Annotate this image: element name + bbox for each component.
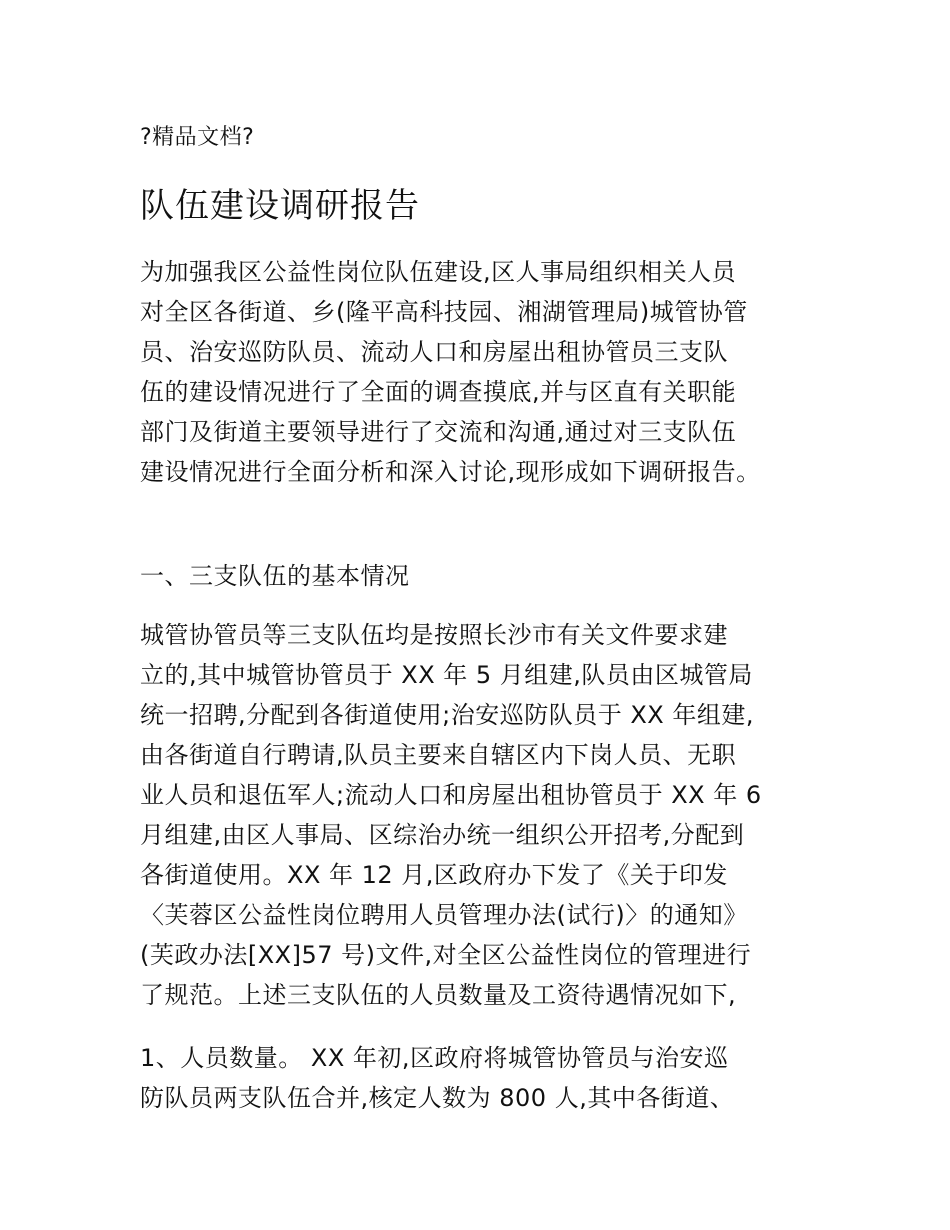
paragraph-line: 伍的建设情况进行了全面的调查摸底,并与区直有关职能 [140, 378, 737, 406]
section-heading: 一、三支队伍的基本情况 [140, 562, 410, 590]
paragraph-line: 为加强我区公益性岗位队伍建设,区人事局组织相关人员 [140, 258, 737, 286]
paragraph-line: 由各街道自行聘请,队员主要来自辖区内下岗人员、无职 [140, 741, 737, 769]
document-title: 队伍建设调研报告 [140, 186, 420, 226]
paragraph-line: 月组建,由区人事局、区综治办统一组织公开招考,分配到 [140, 821, 745, 849]
paragraph-line: 各街道使用。XX 年 12 月,区政府办下发了《关于印发 [140, 861, 728, 889]
paragraph-line: 防队员两支队伍合并,核定人数为 800 人,其中各街道、 [140, 1084, 735, 1112]
paragraph-line: 部门及街道主要领导进行了交流和沟通,通过对三支队伍 [140, 418, 737, 446]
paragraph-line: 1、人员数量。 XX 年初,区政府将城管协管员与治安巡 [140, 1044, 729, 1072]
paragraph-line: 建设情况进行全面分析和深入讨论,现形成如下调研报告。 [140, 458, 761, 486]
paragraph-line: 了规范。上述三支队伍的人员数量及工资待遇情况如下, [140, 981, 737, 1009]
paragraph-line: 统一招聘,分配到各街道使用;治安巡防队员于 XX 年组建, [140, 701, 754, 729]
paragraph-line: 城管协管员等三支队伍均是按照长沙市有关文件要求建 [140, 621, 728, 649]
paragraph-line: 〈芙蓉区公益性岗位聘用人员管理办法(试行)〉的通知》 [140, 901, 748, 929]
paragraph-line: 员、治安巡防队员、流动人口和房屋出租协管员三支队 [140, 338, 728, 366]
paragraph-line: 对全区各街道、乡(隆平高科技园、湘湖管理局)城管协管 [140, 298, 748, 326]
paragraph-line: (芙政办法[XX]57 号)文件,对全区公益性岗位的管理进行 [140, 941, 752, 969]
paragraph-line: 立的,其中城管协管员于 XX 年 5 月组建,队员由区城管局 [140, 661, 753, 689]
paragraph-line: 业人员和退伍军人;流动人口和房屋出租协管员于 XX 年 6 [140, 781, 762, 809]
header-mark: ?精品文档? [140, 125, 255, 150]
